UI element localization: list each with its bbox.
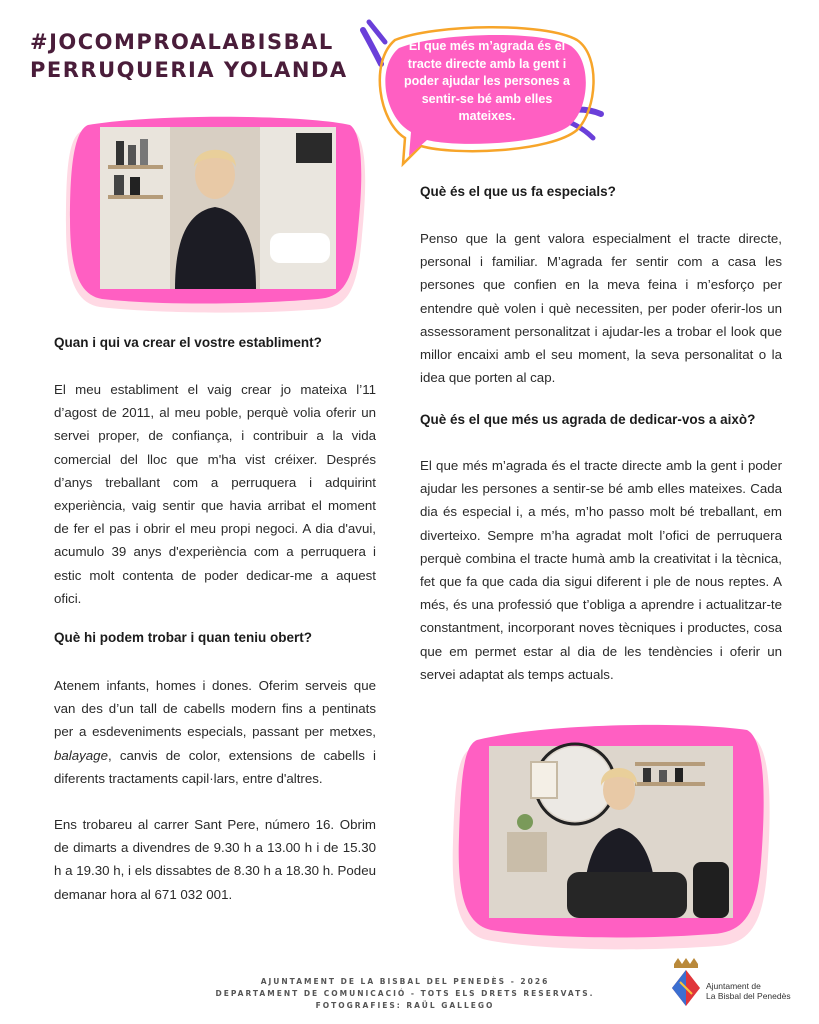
answer-hours: Ens trobareu al carrer Sant Pere, número 16. Obrim de dimarts a divendres de 9.30 h a 13.00 h i de 15.30 h a 19.30 h, i els dissabtes de 8.30 h a 18.30 h. Podeu demanar hora al 671 032 001. bbox=[54, 817, 376, 902]
logo-line-2: La Bisbal del Penedès bbox=[706, 991, 791, 1001]
photo-portrait bbox=[60, 115, 370, 315]
logo-text bbox=[706, 981, 791, 1001]
quote-text: El que més m’agrada és el tracte directe amb la gent i poder ajudar les persones a sentir-se bé amb elles mateixes. bbox=[403, 39, 571, 123]
photo-salon-frame bbox=[447, 722, 777, 952]
question-passion: Què és el que més us agrada de dedicar-vos a això? bbox=[420, 412, 756, 427]
footer-line-3: FOTOGRAFIES: RAÜL GALLEGO bbox=[315, 1001, 495, 1010]
photo-salon bbox=[447, 722, 777, 952]
footer bbox=[195, 976, 615, 1012]
question-founding: Quan i qui va crear el vostre establiment? bbox=[54, 335, 322, 350]
shop-name: PERRUQUERIA YOLANDA bbox=[30, 58, 348, 82]
answer-services-italic: balayage bbox=[54, 747, 108, 763]
answer-services bbox=[54, 674, 376, 790]
coat-of-arms-icon bbox=[668, 958, 708, 1008]
page-title bbox=[30, 28, 348, 84]
answer-founding: El meu establiment el vaig crear jo mateixa l’11 d’agost de 2011, al meu poble, perquè volia oferir un servei proper, de confiança, i contribuir a la vida comercial del lloc que m'ha vist créixer. Després d’anys treballant com a perruquera i adquirint experiència, vaig sentir que havia arribat el moment de fer el pas i obrir el meu propi negoci. A dia d'avui, acumulo 39 anys d'experiència com a perruquera i estic molt contenta de poder dedicar-me a aquest ofici. bbox=[54, 382, 376, 606]
question-services-hours: Què hi podem trobar i quan teniu obert? bbox=[54, 630, 313, 645]
photo-portrait-frame bbox=[60, 115, 370, 315]
answer-special: Penso que la gent valora especialment el tracte directe, personal i familiar. M’agrada fer sentir com a casa les persones que confien en la meva feina i m’esforço per entendre què volen i què necessiten, per poder oferir-los un assessorament personalitzat i ajudar-les a trobar el look que millor encaixi amb el seu moment, la seva personalitat o la idea que porten al cap. bbox=[420, 231, 782, 386]
footer-line-1: AJUNTAMENT DE LA BISBAL DEL PENEDÈS - 2026 bbox=[260, 977, 550, 986]
answer-services-text-1: Atenem infants, homes i dones. Oferim serveis que van des d’un tall de cabells modern fins a pentinats per a esdeveniments especials, passant per metxes, bbox=[54, 678, 376, 740]
logo-line-1: Ajuntament de bbox=[706, 981, 761, 991]
answer-services-text-2: , canvis de color, extensions de cabells i diferents tractaments capil·lars, entre d'altres. bbox=[54, 747, 376, 786]
question-special: Què és el que us fa especials? bbox=[420, 184, 616, 199]
hashtag-title: #JOCOMPROALABISBAL bbox=[30, 30, 334, 54]
answer-passion: El que més m’agrada és el tracte directe amb la gent i poder ajudar les persones a sentir-se bé amb elles mateixes. Cada dia és especial i, a més, m’ho passo molt bé treballant, em diverteixo. Sempre m’ha agradat molt l’ofici de perruquera perquè combina el tracte humà amb la creativitat i la tècnica, fet que fa que cada dia sigui diferent i ple de nous reptes. A més, és una professió que t’obliga a aprendre i actualitzar-te constantment, incorporant noves tècniques i productes, cosa que em permet estar al dia de les tendències i oferir un servei adaptat als temps actuals. bbox=[420, 458, 782, 682]
footer-line-2: DEPARTAMENT DE COMUNICACIÓ - TOTS ELS DRETS RESERVATS. bbox=[215, 989, 595, 998]
